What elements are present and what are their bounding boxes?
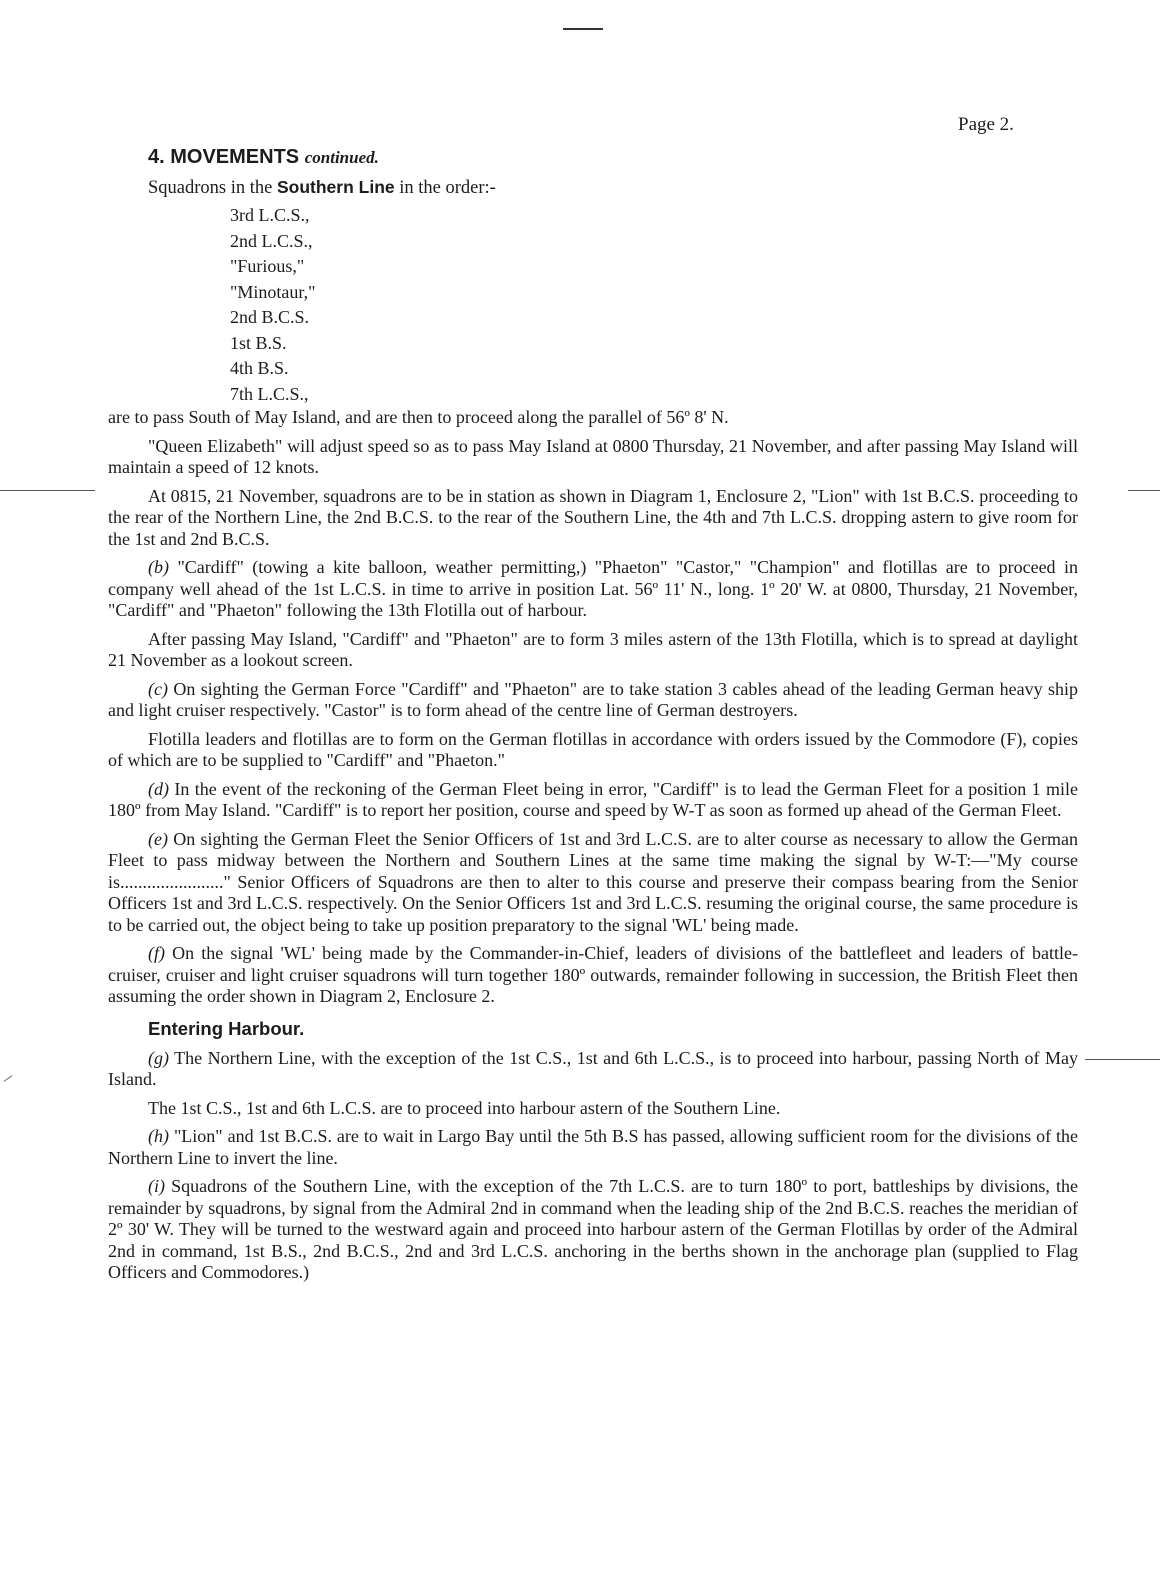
paragraph-text: On sighting the German Force "Cardiff" and "Phaeton" are to take station 3 cables ahead of the leading German heavy ship and light cruiser respectively. "Castor" is to form ahead of the centre line of German destroyers. [108,678,1079,720]
paragraph-text: On the signal 'WL' being made by the Commander-in-Chief, leaders of divisions of the battlefleet and leaders of battle-cruiser, cruiser and light cruiser squadrons will turn together 180º outwards, remainder following in succession, the British Fleet then assuming the order shown in Diagram 2, Enclosure 2. [108,943,1078,1006]
intro-before: Squadrons in the [148,178,277,198]
paragraph-text: After passing May Island, "Cardiff" and "Phaeton" are to form 3 miles astern of the 13th Flotilla, which is to spread at daylight 21 November as a lookout screen. [108,628,1078,670]
paragraph-text: "Queen Elizabeth" will adjust speed so as to pass May Island at 0800 Thursday, 21 November, and after passing May Island will maintain a speed of 12 knots. [108,435,1078,477]
southern-line-item: "Minotaur," [230,281,316,302]
paragraph [108,436,1078,479]
paragraph [108,729,1078,772]
top-margin-mark [563,28,603,30]
section-number: 4. [148,146,165,168]
paragraph-text: are to pass South of May Island, and are then to proceed along the parallel of 56º 8' N. [108,407,729,427]
paragraph [108,1048,1078,1091]
fold-line-right-lower [1085,1059,1160,1060]
southern-line-item: 2nd B.C.S. [230,307,310,327]
paragraph-label: (f) [148,943,165,963]
intro-after: in the order:- [394,178,496,198]
paragraph-label: (i) [148,1176,165,1196]
southern-line-order-list [108,203,1078,407]
southern-line-item: 7th L.C.S., [230,383,309,404]
page-number: Page 2. [958,114,1014,135]
paragraph [108,943,1078,1008]
entering-harbour-heading: Entering Harbour. [148,1017,305,1039]
paragraph-label: (d) [148,778,169,799]
fold-line-right [1128,490,1160,491]
fold-line-left [0,490,95,491]
paragraph-label: (e) [148,828,168,849]
paragraph [108,1098,1078,1120]
paragraph [108,629,1078,672]
paragraph-label: (c) [148,678,168,699]
paragraph-text: The 1st C.S., 1st and 6th L.C.S. are to proceed into harbour astern of the Southern Line. [148,1097,781,1118]
paragraph-text: In the event of the reckoning of the German Fleet being in error, "Cardiff" is to lead the German Fleet for a position 1 mile 180º from May Island. "Cardiff" is to report her position, course and speed by W-T as soon as formed up ahead of the German Fleet. [108,778,1078,820]
southern-line-item: 2nd L.C.S., [230,230,313,251]
paragraph [108,1126,1078,1169]
paragraph [108,407,1078,429]
paragraph [108,779,1078,822]
section-title: MOVEMENTS [170,146,300,168]
paragraph-text: The Northern Line, with the exception of the 1st C.S., 1st and 6th L.C.S., is to proceed into harbour, passing North of May Island. [108,1047,1078,1089]
paragraph [108,1176,1078,1284]
paragraph-label: (g) [148,1047,169,1068]
paragraph-text: "Lion" and 1st B.C.S. are to wait in Largo Bay until the 5th B.S has passed, allowing sufficient room for the divisions of the Northern Line to invert the line. [108,1126,1079,1168]
section-heading [148,146,1078,169]
document-body [108,146,1078,1291]
intro-bold: Southern Line [276,177,395,197]
intro-line [148,177,1078,199]
southern-line-item: "Furious," [230,256,305,276]
movement-paragraphs [108,407,1078,1008]
paragraph-label: (b) [148,557,169,577]
paragraph-text: At 0815, 21 November, squadrons are to be in station as shown in Diagram 1, Enclosure 2, "Lion" with 1st B.C.S. proceeding to the rear of the Northern Line, the 2nd B.C.S. to the rear of the Southern Line, the 4th and 7th L.C.S. dropping astern to give room for the 1st and 2nd B.C.S. [108,485,1078,549]
paragraph-text: Squadrons of the Southern Line, with the exception of the 7th L.C.S. are to turn 180º to port, battleships by divisions, the remainder by squadrons, by signal from the Admiral 2nd in command when the leading ship of the 2nd B.C.S. reaches the meridian of 2º 30' W. They will be turned to the westward again and proceed into harbour astern of the German Flotillas by order of the Admiral 2nd in command, 1st B.S., 2nd B.C.S., 2nd and 3rd L.C.S. anchoring in the berths shown in the anchorage plan (supplied to Flag Officers and Commodores.) [108,1176,1079,1282]
paragraph-label: (h) [148,1126,169,1146]
southern-line-item: 4th B.S. [230,358,289,378]
section-subtitle: continued. [304,148,379,167]
paragraph [108,679,1078,722]
southern-line-item: 1st B.S. [230,332,287,353]
paragraph-text: On sighting the German Fleet the Senior Officers of 1st and 3rd L.C.S. are to alter course as necessary to allow the German Fleet to pass midway between the Northern and Southern Lines at the same time making the signal by W-T:—"My course is......................." Senior Officers of Squadrons are then to alter to this course and preserve their compass bearing from the Senior Officers 1st and 3rd L.C.S. respectively. On the Senior Officers 1st and 3rd L.C.S. resuming the original course, the same procedure is to be carried out, the object being to take up position preparatory to the signal 'WL' being made. [108,828,1079,935]
paragraph-text: "Cardiff" (towing a kite balloon, weather permitting,) "Phaeton" "Castor," "Champion" and flotillas are to proceed in company well ahead of the 1st L.C.S. in time to arrive in position Lat. 56º 11' N., long. 1º 20' W. at 0800, Thursday, 21 November, "Cardiff" and "Phaeton" following the 13th Flotilla out of harbour. [108,557,1078,620]
margin-tick [4,1075,13,1082]
entering-harbour-paragraphs [108,1048,1078,1284]
paragraph [108,557,1078,622]
paragraph [108,829,1078,937]
paragraph-text: Flotilla leaders and flotillas are to form on the German flotillas in accordance with orders issued by the Commodore (F), copies of which are to be supplied to "Cardiff" and "Phaeton." [108,728,1078,770]
paragraph [108,486,1078,551]
southern-line-item: 3rd L.C.S., [230,205,310,225]
